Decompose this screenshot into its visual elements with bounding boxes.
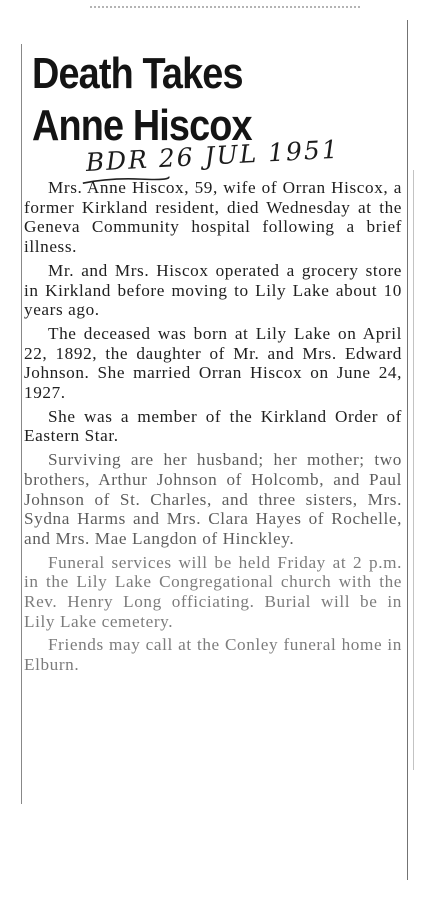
clipping-right-shadow: [413, 170, 414, 770]
paragraph-5: Surviving are her husband; her mother; two brothers, Arthur Johnson of Holcomb, and Paul Johnson of St. Charles, and three sisters, Mrs. Sydna Harms and Mrs. Clara Hayes of Rochelle, and Mrs. Mae Langdon of Hinckley.: [24, 450, 402, 548]
headline-line-2: Anne Hiscox: [32, 101, 252, 150]
article-body: [24, 178, 402, 679]
paragraph-6: Funeral services will be held Friday at 2 p.m. in the Lily Lake Congregational church with the Rev. Henry Long officiating. Burial will be in Lily Lake cemetery.: [24, 552, 402, 631]
paragraph-3: The deceased was born at Lily Lake on April 22, 1892, the daughter of Mr. and Mrs. Edward Johnson. She married Orran Hiscox on June 24, 1927.: [24, 323, 402, 403]
clipping-right-edge: [407, 20, 408, 880]
headline-line-1: Death Takes: [32, 49, 243, 98]
clipping-left-edge: [21, 44, 22, 804]
scan-artifact-top: [90, 6, 360, 14]
paragraph-1: Mrs. Anne Hiscox, 59, wife of Orran Hiscox, a former Kirkland resident, died Wednesday at the Geneva Community hospital following a brief illness.: [24, 178, 402, 257]
paragraph-4: She was a member of the Kirkland Order of Eastern Star.: [24, 406, 402, 446]
paragraph-2: Mr. and Mrs. Hiscox operated a grocery store in Kirkland before moving to Lily Lake about 10 years ago.: [24, 260, 402, 320]
handwritten-note-text: BDR 26 JUL 1951: [85, 134, 341, 177]
paragraph-7: Friends may call at the Conley funeral home in Elburn.: [24, 635, 402, 675]
